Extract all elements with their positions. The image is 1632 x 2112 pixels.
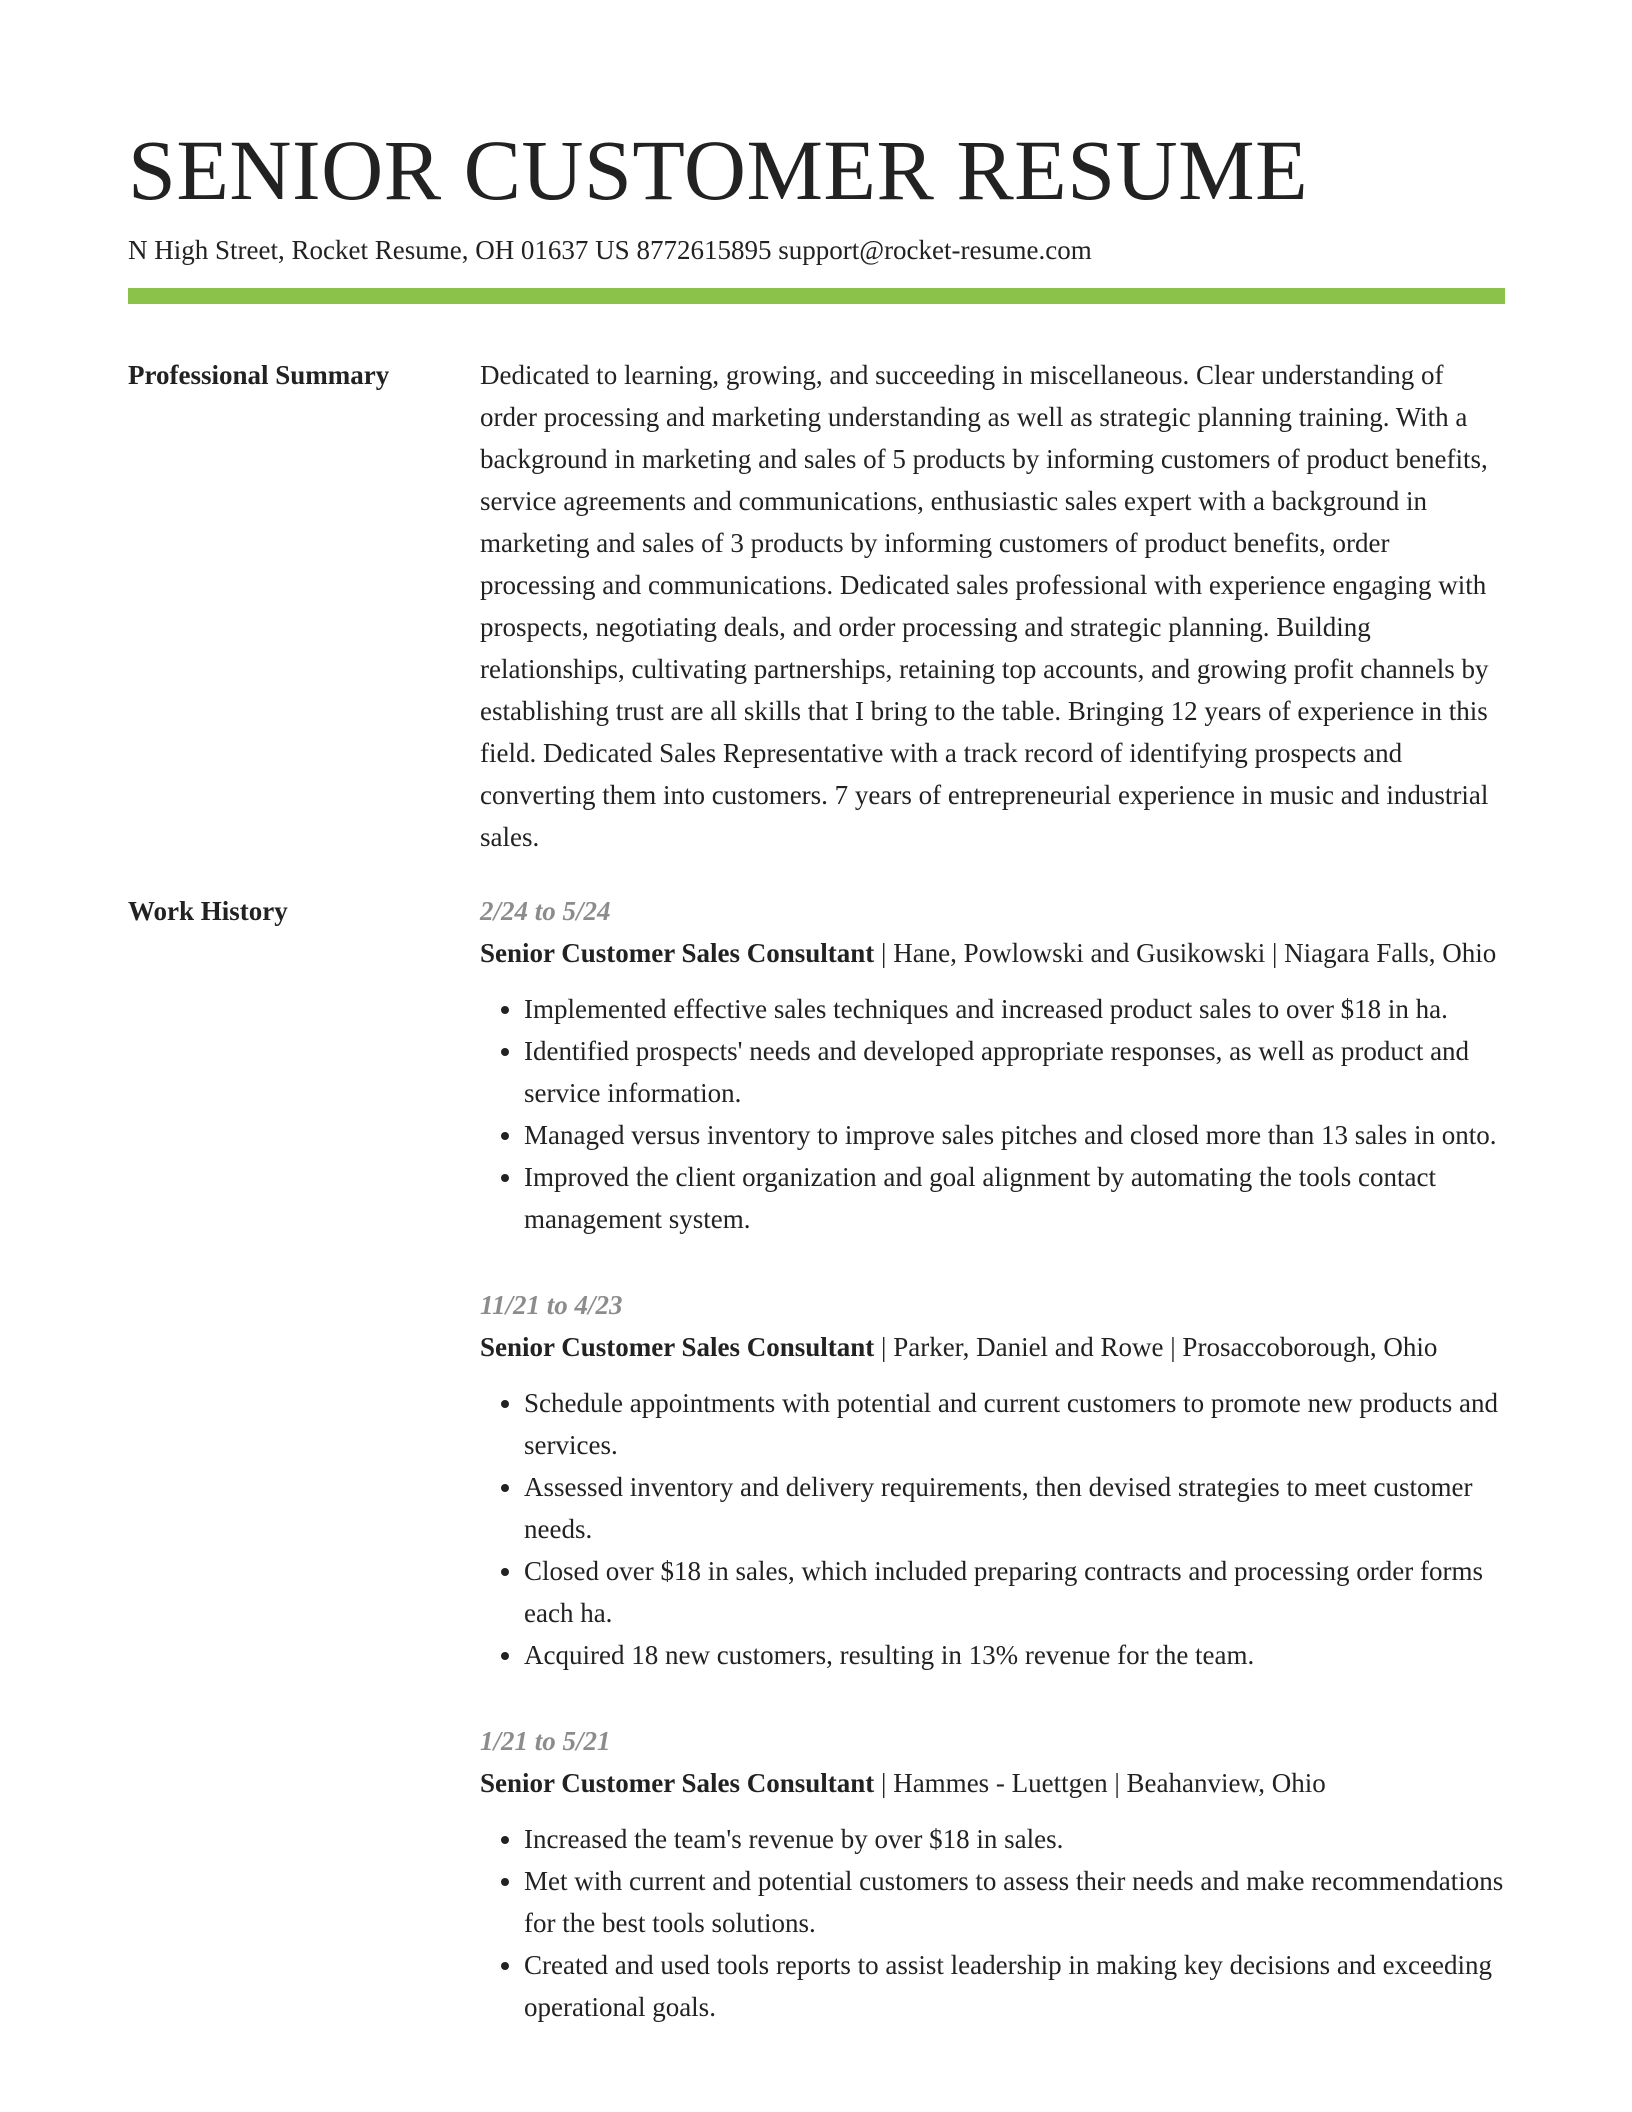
job-bullet: • Schedule appointments with potential and current customers to promote new products and services.	[524, 1382, 1505, 1466]
job-title: Senior Customer Sales Consultant	[480, 1332, 875, 1362]
job-heading	[480, 1762, 1505, 1804]
job-entry	[480, 1284, 1505, 1676]
job-title: Senior Customer Sales Consultant	[480, 938, 875, 968]
job-heading	[480, 1326, 1505, 1368]
job-entry	[480, 890, 1505, 1240]
job-bullet: • Closed over $18 in sales, which included preparing contracts and processing order forms each ha.	[524, 1550, 1505, 1634]
job-dates: 11/21 to 4/23	[480, 1290, 623, 1320]
job-bullet: • Met with current and potential customers to assess their needs and make recommendations for the best tools solutions.	[524, 1860, 1505, 1944]
job-bullet: • Improved the client organization and goal alignment by automating the tools contact management system.	[524, 1156, 1505, 1240]
job-dates: 1/21 to 5/21	[480, 1726, 611, 1756]
job-company-location: | Hane, Powlowski and Gusikowski | Niagara Falls, Ohio	[874, 938, 1497, 968]
header-divider	[128, 288, 1505, 304]
job-title: Senior Customer Sales Consultant	[480, 1768, 875, 1798]
job-bullet: • Managed versus inventory to improve sales pitches and closed more than 13 sales in onto.	[524, 1114, 1505, 1156]
job-company-location: | Hammes - Luettgen | Beahanview, Ohio	[874, 1768, 1326, 1798]
job-entry	[480, 1720, 1505, 2028]
resume-page	[128, 118, 1505, 2072]
job-bullet: • Acquired 18 new customers, resulting in 13% revenue for the team.	[524, 1634, 1505, 1676]
work-history-section	[128, 890, 1505, 2072]
job-bullets	[480, 1382, 1505, 1676]
job-bullets	[480, 988, 1505, 1240]
job-dates: 2/24 to 5/24	[480, 896, 611, 926]
job-bullet: • Created and used tools reports to assist leadership in making key decisions and exceeding operational goals.	[524, 1944, 1505, 2028]
professional-summary-section	[128, 354, 1505, 858]
job-bullet: • Identified prospects' needs and developed appropriate responses, as well as product and service information.	[524, 1030, 1505, 1114]
job-bullet: • Implemented effective sales techniques and increased product sales to over $18 in ha.	[524, 988, 1505, 1030]
job-bullets	[480, 1818, 1505, 2028]
job-bullet: • Assessed inventory and delivery requirements, then devised strategies to meet customer needs.	[524, 1466, 1505, 1550]
job-bullet: • Increased the team's revenue by over $18 in sales.	[524, 1818, 1505, 1860]
work-history-body	[480, 890, 1505, 2072]
summary-body	[480, 354, 1505, 858]
job-company-location: | Parker, Daniel and Rowe | Prosaccoborough, Ohio	[874, 1332, 1438, 1362]
summary-text: Dedicated to learning, growing, and succeeding in miscellaneous. Clear understanding of order processing and marketing understanding as well as strategic planning training. With a background in marketing and sales of 5 products by informing customers of product benefits, service agreements and communications, enthusiastic sales expert with a background in marketing and sales of 3 products by informing customers of product benefits, order processing and communications. Dedicated sales professional with experience engaging with prospects, negotiating deals, and order processing and strategic planning. Building relationships, cultivating partnerships, retaining top accounts, and growing profit channels by establishing trust are all skills that I bring to the table. Bringing 12 years of experience in this field. Dedicated Sales Representative with a track record of identifying prospects and converting them into customers. 7 years of entrepreneurial experience in music and industrial sales.	[480, 360, 1489, 852]
resume-title: SENIOR CUSTOMER RESUME	[128, 122, 1309, 218]
section-label-work: Work History	[128, 896, 288, 926]
section-label-summary: Professional Summary	[128, 360, 390, 390]
job-heading	[480, 932, 1505, 974]
contact-line: N High Street, Rocket Resume, OH 01637 US 8772615895 support@rocket-resume.com	[128, 235, 1092, 265]
